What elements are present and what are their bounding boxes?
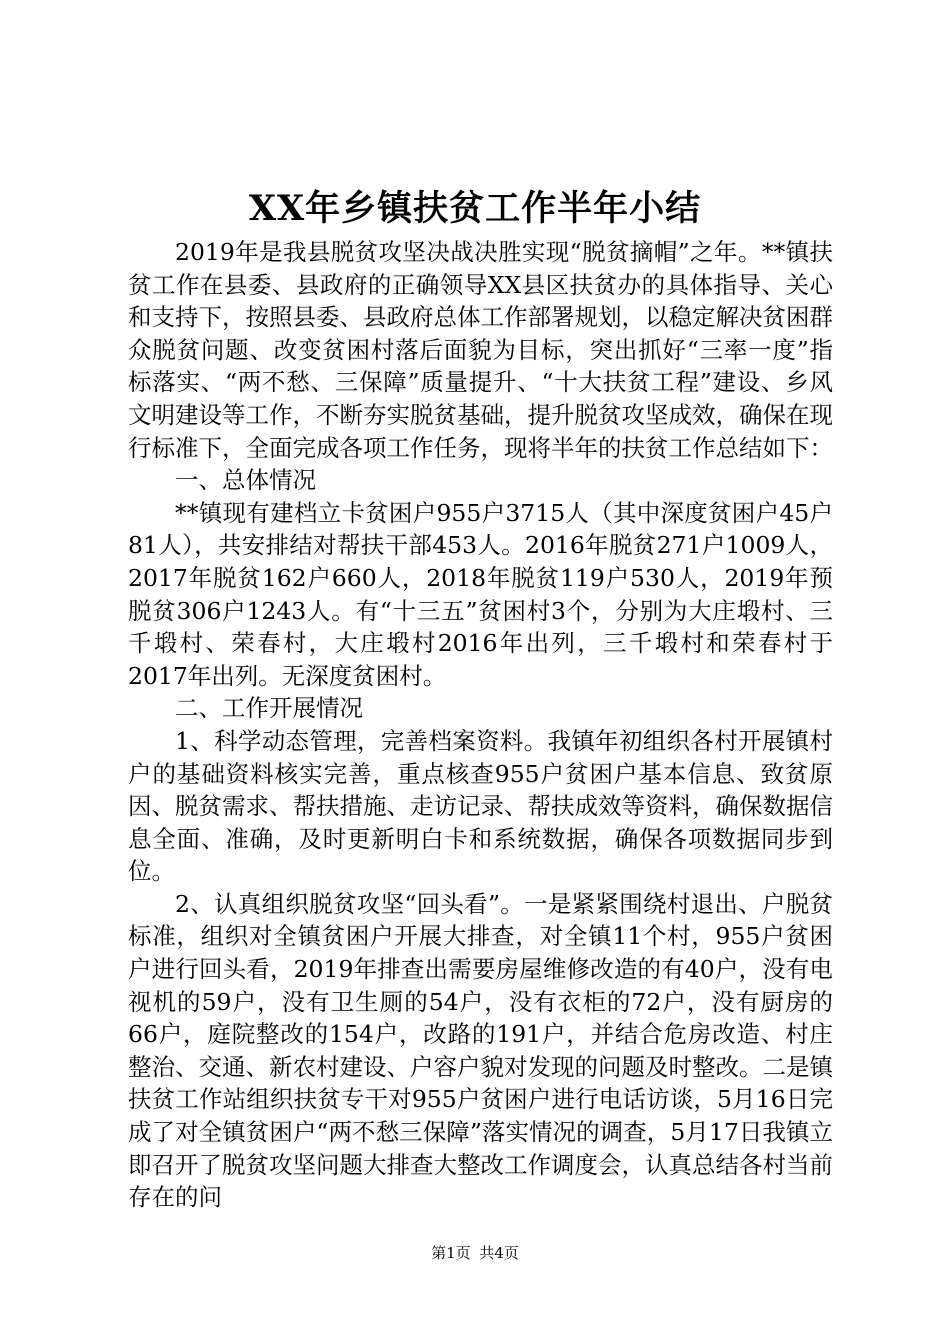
document-title: XX年乡镇扶贫工作半年小结 xyxy=(248,188,702,229)
paragraph-work-item-2: 2、认真组织脱贫攻坚“回头看”。一是紧紧围绕村退出、户脱贫标准，组织对全镇贫困户开展大排查，对全镇11个村，955户贫困户进行回头看，2019年排查出需要房屋维修改造的有40户，没有电视机的59户，没有卫生厕的54户，没有衣柜的72户，没有厨房的66户，庭院整改的154户，改路的191户，并结合危房改造、村庄整治、交通、新农村建设、户容户貌对发现的问题及时整改。二是镇扶贫工作站组织扶贫专干对955户贫困户进行电话访谈，5月16日完成了对全镇贫困户“两不愁三保障”落实情况的调查，5月17日我镇立即召开了脱贫攻坚问题大排查大整改工作调度会，认真总结各村当前存在的问 xyxy=(128,889,833,1212)
paragraph-overview: **镇现有建档立卡贫困户955户3715人（其中深度贫困户45户81人），共安排结对帮扶干部453人。2016年脱贫271户1009人，2017年脱贫162户660人，2018年脱贫119户530人，2019年预脱贫306户1243人。有“十三五”贫困村3个，分别为大庄塅村、三千塅村、荣春村，大庄塅村2016年出列，三千塅村和荣春村于2017年出列。无深度贫困村。 xyxy=(128,498,833,690)
page-number-total: 共4页 xyxy=(479,1244,519,1262)
paragraph-intro: 2019年是我县脱贫攻坚决战决胜实现“脱贫摘帽”之年。**镇扶贫工作在县委、县政府的正确领导XX县区扶贫办的具体指导、关心和支持下，按照县委、县政府总体工作部署规划，以稳定解决贫困群众脱贫问题、改变贫困村落后面貌为目标，突出抓好“三率一度”指标落实、“两不愁、三保障”质量提升、“十大扶贫工程”建设、乡风文明建设等工作，不断夯实脱贫基础，提升脱贫攻坚成效，确保在现行标准下，全面完成各项工作任务，现将半年的扶贫工作总结如下： xyxy=(128,238,833,462)
page-footer xyxy=(0,1243,950,1263)
page-number-current: 第1页 xyxy=(431,1244,471,1262)
document-body xyxy=(128,236,833,1214)
section-heading-overview: 一、总体情况 xyxy=(175,466,316,495)
paragraph-work-item-1: 1、科学动态管理，完善档案资料。我镇年初组织各村开展镇村户的基础资料核实完善，重点核查955户贫困户基本信息、致贫原因、脱贫需求、帮扶措施、走访记录、帮扶成效等资料，确保数据信息全面、准确，及时更新明白卡和系统数据，确保各项数据同步到位。 xyxy=(128,726,833,886)
section-heading-work: 二、工作开展情况 xyxy=(175,694,363,723)
